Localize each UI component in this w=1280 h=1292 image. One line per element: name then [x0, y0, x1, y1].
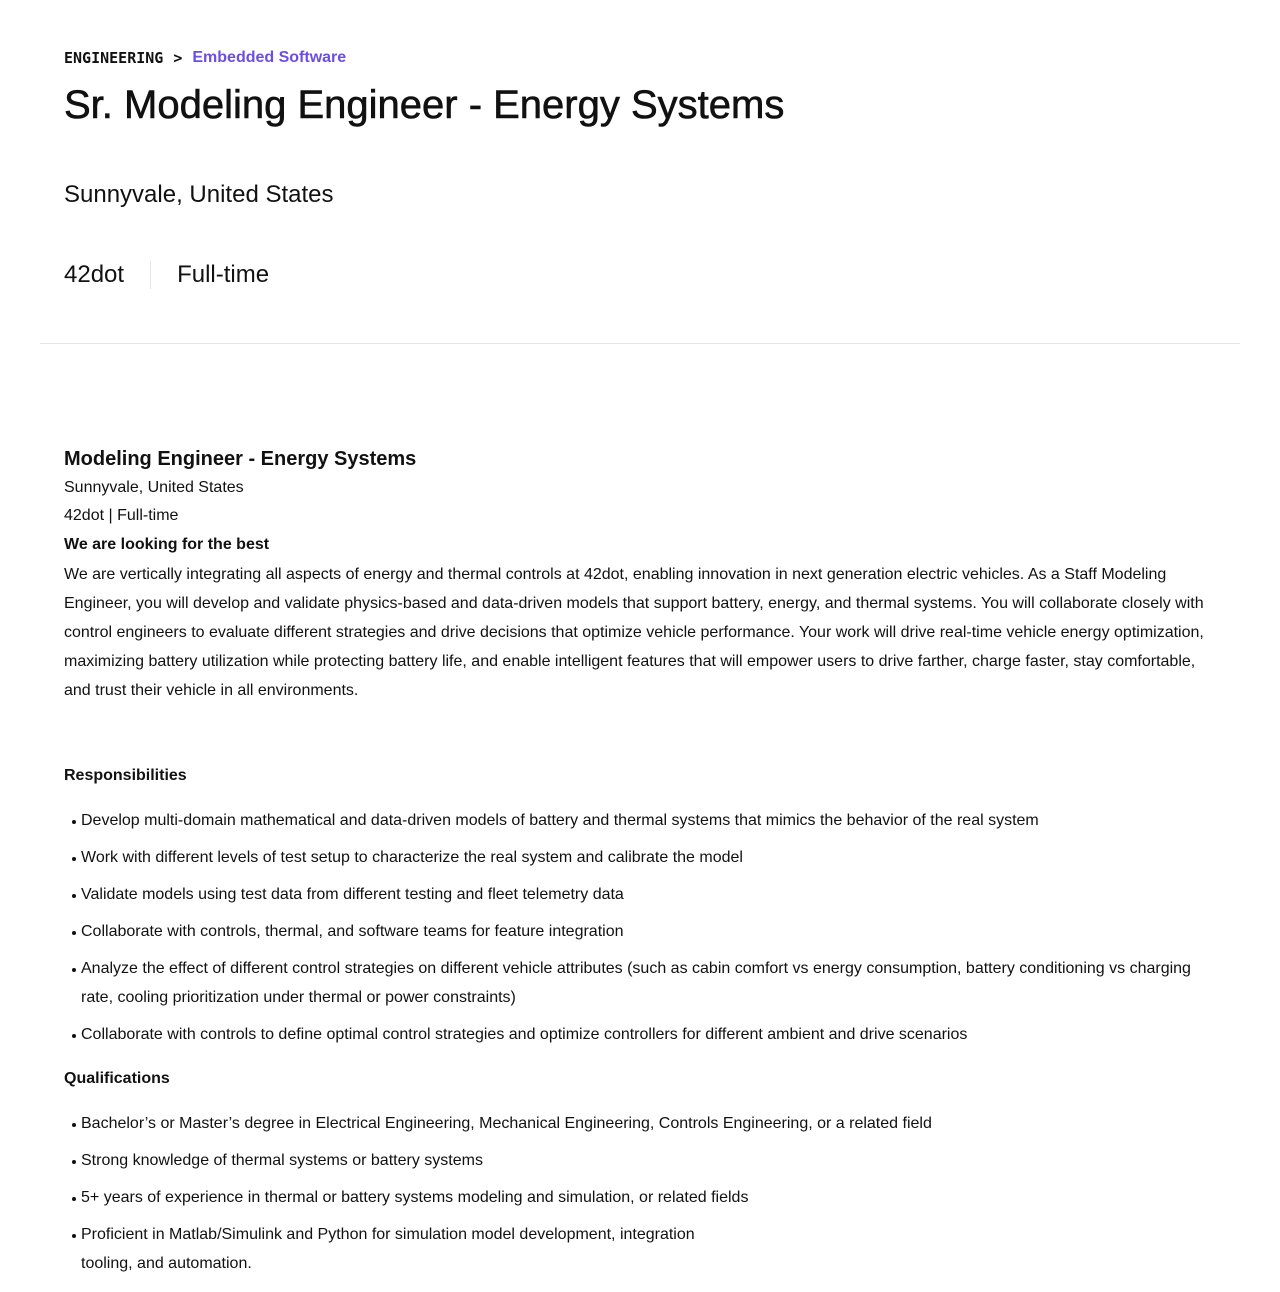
responsibilities-list — [64, 806, 1204, 1049]
list-item-text: 5+ years of experience in thermal or battery systems modeling and simulation, or related fields — [81, 1189, 749, 1206]
list-item-text: Strong knowledge of thermal systems or battery systems — [81, 1152, 483, 1169]
list-item-text: Develop multi-domain mathematical and data-driven models of battery and thermal systems that mimics the behavior of the real system — [81, 812, 1039, 829]
list-item — [64, 954, 1204, 1012]
list-item-text: Bachelor’s or Master’s degree in Electrical Engineering, Mechanical Engineering, Controls Engineering, or a related field — [81, 1115, 932, 1132]
company-name: 42dot — [64, 261, 125, 288]
bullet-icon — [72, 1160, 76, 1164]
qualifications-heading: Qualifications — [64, 1070, 170, 1087]
responsibilities-heading: Responsibilities — [64, 767, 187, 784]
breadcrumb — [64, 48, 346, 68]
list-item — [64, 1020, 1204, 1049]
description-location: Sunnyvale, United States — [64, 479, 244, 496]
list-item — [64, 880, 1204, 909]
description-tagline: We are looking for the best — [64, 536, 270, 553]
list-item — [64, 1183, 1204, 1212]
bullet-icon — [72, 931, 76, 935]
page-title: Sr. Modeling Engineer - Energy Systems — [64, 83, 785, 127]
section-divider — [40, 343, 1240, 344]
list-item-text: Work with different levels of test setup to characterize the real system and calibrate the model — [81, 849, 743, 866]
description-title: Modeling Engineer - Energy Systems — [64, 448, 417, 470]
breadcrumb-current-link[interactable]: Embedded Software — [192, 49, 347, 66]
description-intro: We are vertically integrating all aspects of energy and thermal controls at 42dot, enabling innovation in next generation electric vehicles. As a Staff Modeling Engineer, you will develop and validate physics-based and data-driven models that support battery, energy, and thermal systems. You will collaborate closely with control engineers to evaluate different strategies and drive decisions that optimize vehicle performance. Your work will drive real-time vehicle energy optimization, maximizing battery utilization while protecting battery life, and enable intelligent features that will empower users to drive farther, charge faster, stay comfortable, and trust their vehicle in all environments. — [64, 566, 1204, 699]
list-item-text: Proficient in Matlab/Simulink and Python for simulation model development, integration tooling, and automation. — [81, 1226, 695, 1272]
bullet-icon — [72, 1197, 76, 1201]
list-item — [64, 917, 1204, 946]
breadcrumb-root[interactable]: ENGINEERING — [64, 49, 164, 67]
breadcrumb-separator: > — [173, 49, 183, 67]
list-item — [64, 806, 1204, 835]
bullet-icon — [72, 1123, 76, 1127]
list-item-text: Validate models using test data from different testing and fleet telemetry data — [81, 886, 624, 903]
bullet-icon — [72, 968, 76, 972]
bullet-icon — [72, 857, 76, 861]
list-item — [64, 843, 1204, 872]
qualifications-list — [64, 1109, 1204, 1278]
list-item — [64, 1220, 731, 1278]
employment-type: Full-time — [177, 261, 270, 288]
list-item — [64, 1146, 1204, 1175]
bullet-icon — [72, 1234, 76, 1238]
job-location: Sunnyvale, United States — [64, 181, 334, 208]
bullet-icon — [72, 894, 76, 898]
list-item-text: Analyze the effect of different control strategies on different vehicle attributes (such as cabin comfort vs energy consumption, battery conditioning vs charging rate, cooling prioritization under thermal or power constraints) — [81, 960, 1191, 1006]
job-meta — [64, 260, 269, 290]
list-item-text: Collaborate with controls to define optimal control strategies and optimize controllers for different ambient and drive scenarios — [81, 1026, 968, 1043]
list-item — [64, 1109, 1204, 1138]
job-description — [64, 444, 1204, 1286]
bullet-icon — [72, 820, 76, 824]
bullet-icon — [72, 1034, 76, 1038]
list-item-text: Collaborate with controls, thermal, and software teams for feature integration — [81, 923, 624, 940]
description-company-type: 42dot | Full-time — [64, 507, 179, 524]
